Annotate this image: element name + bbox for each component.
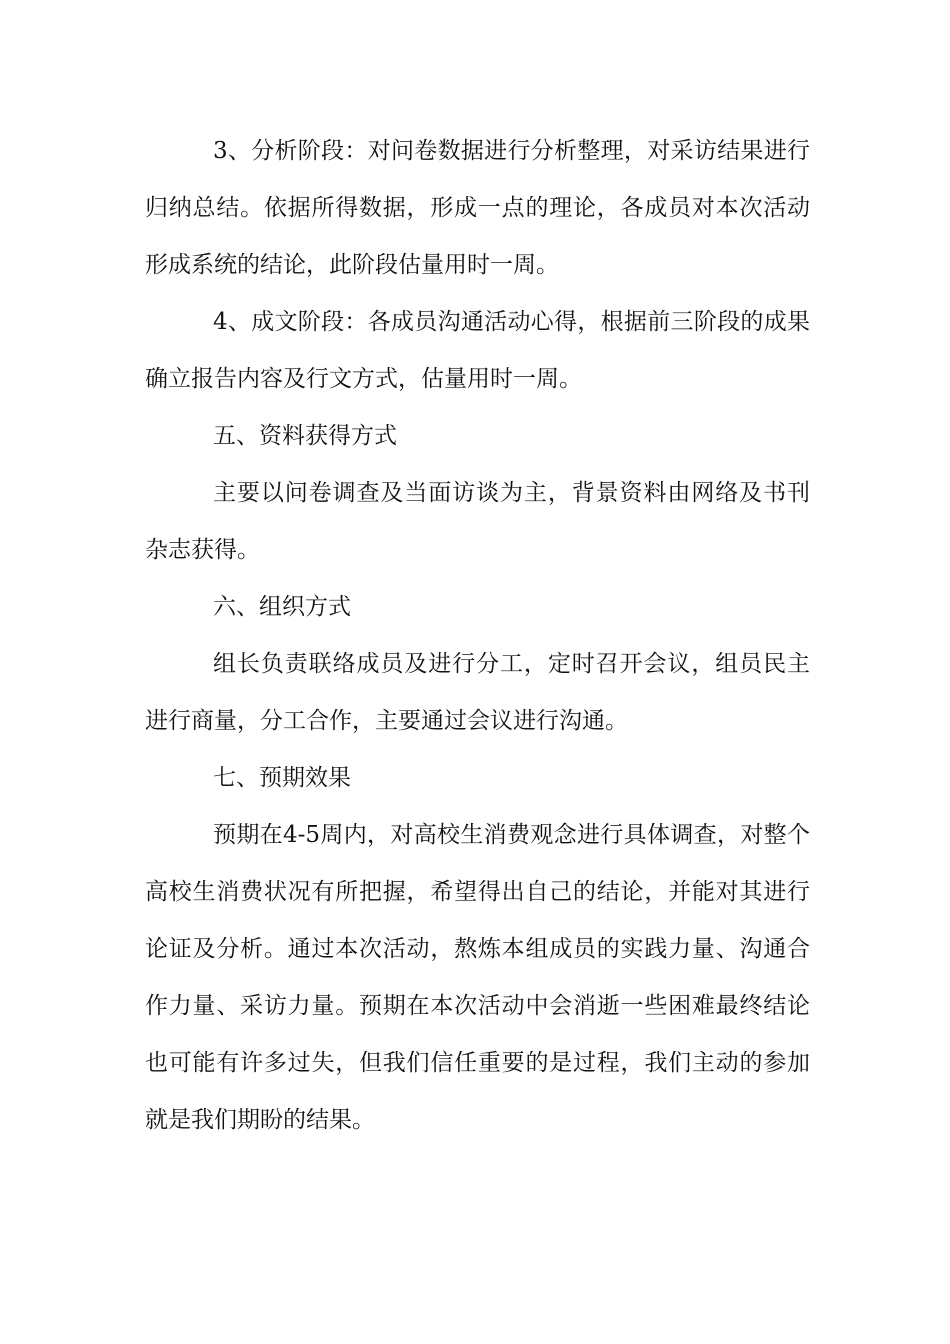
section-heading-data-sources: 五、资料获得方式 — [213, 423, 397, 449]
paragraph-analysis-stage: 3、分析阶段：对问卷数据进行分析整理，对采访结果进行归纳总结。依据所得数据，形成一点的理论，各成员对本次活动形成系统的结论，此阶段估量用时一周。 — [145, 138, 810, 278]
document-body — [145, 123, 810, 1149]
paragraph-expected-results: 预期在4-5周内，对高校生消费观念进行具体调查，对整个高校生消费状况有所把握，希望得出自己的结论，并能对其进行论证及分析。通过本次活动，熬炼本组成员的实践力量、沟通合作力量、采访力量。预期在本次活动中会消逝一些困难最终结论也可能有许多过失，但我们信任重要的是过程，我们主动的参加就是我们期盼的结果。 — [145, 822, 810, 1133]
section-heading-expected-results: 七、预期效果 — [213, 765, 351, 791]
section-heading-organization: 六、组织方式 — [213, 594, 351, 620]
paragraph-organization: 组长负责联络成员及进行分工，定时召开会议，组员民主进行商量，分工合作，主要通过会议进行沟通。 — [145, 651, 810, 734]
paragraph-writing-stage: 4、成文阶段：各成员沟通活动心得，根据前三阶段的成果确立报告内容及行文方式，估量用时一周。 — [145, 309, 810, 392]
paragraph-data-sources: 主要以问卷调查及当面访谈为主，背景资料由网络及书刊杂志获得。 — [145, 480, 810, 563]
